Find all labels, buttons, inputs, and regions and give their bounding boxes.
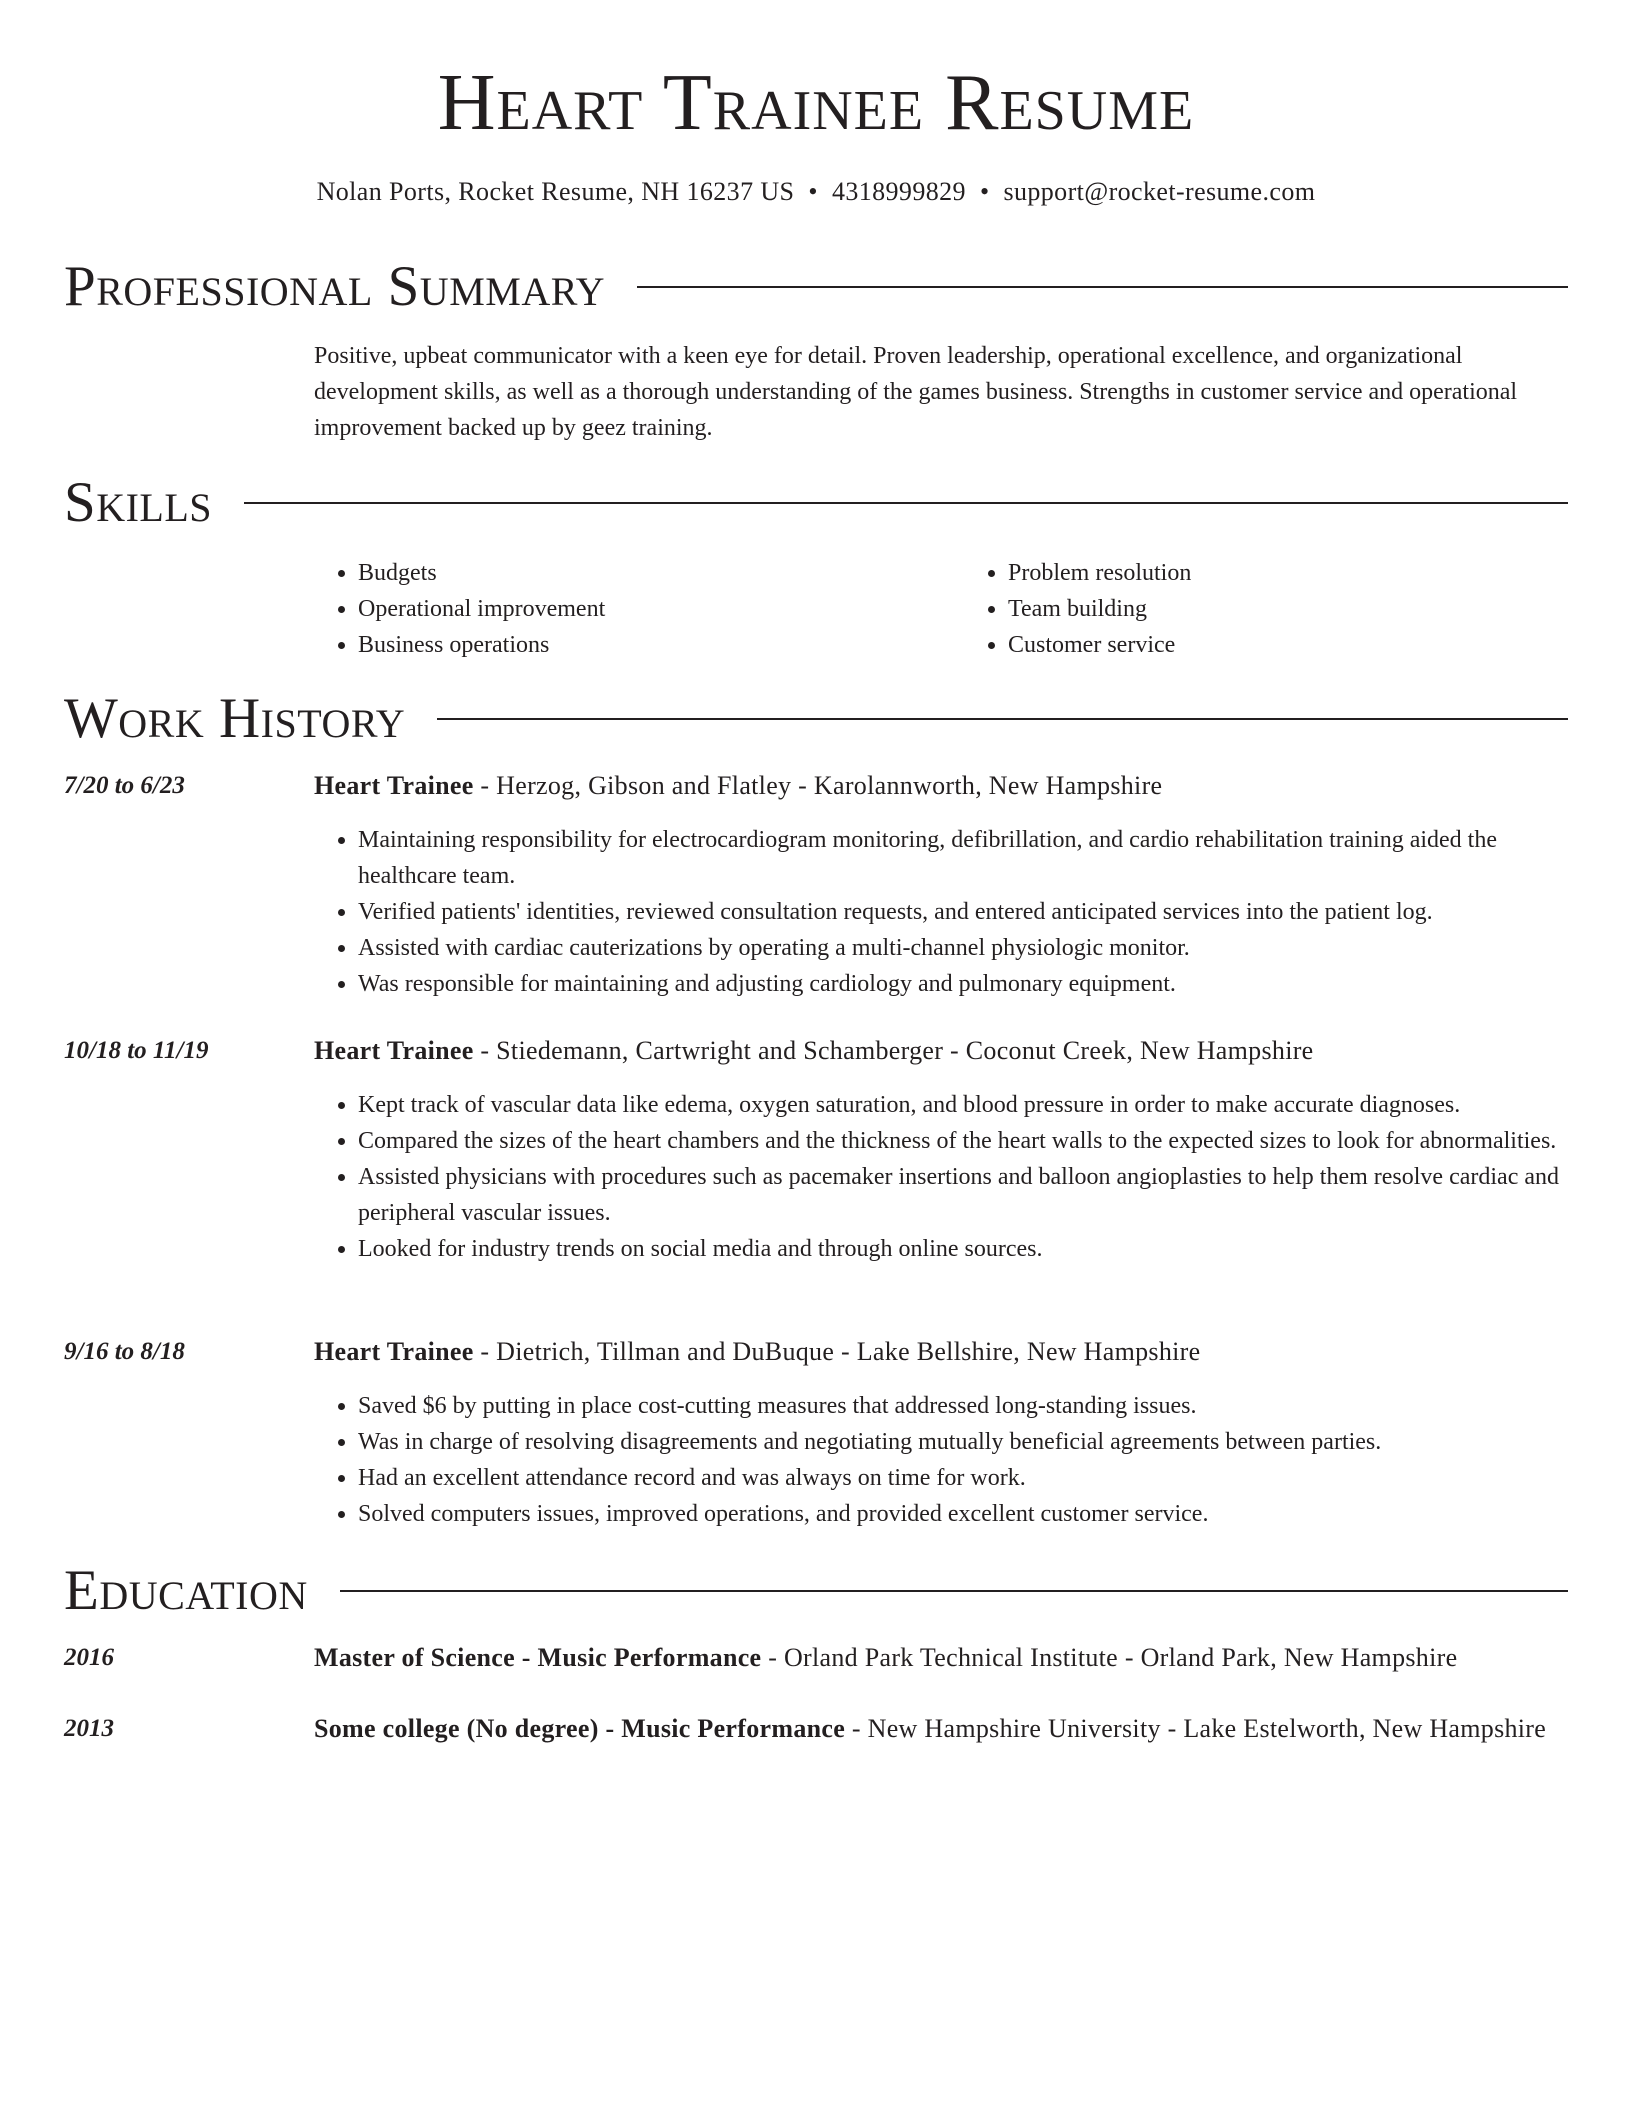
work-heading [314, 1033, 1570, 1069]
contact-email: support@rocket-resume.com [1003, 177, 1316, 206]
work-dates: 10/18 to 11/19 [64, 1037, 209, 1064]
section-divider [244, 502, 1568, 504]
work-heading [314, 768, 1570, 804]
education-heading [314, 1711, 1570, 1747]
skill-item: • Customer service [1008, 627, 1570, 663]
education-section-title: Education [64, 1559, 308, 1622]
job-employer: - Herzog, Gibson and Flatley - Karolannworth, New Hampshire [473, 771, 1163, 800]
skill-item: • Budgets [358, 555, 920, 591]
work-bullet: • Looked for industry trends on social media and through online sources. [358, 1231, 1570, 1267]
work-bullets [314, 1087, 1570, 1267]
education-year: 2013 [64, 1715, 114, 1742]
job-employer: - Stiedemann, Cartwright and Schamberger - Coconut Creek, New Hampshire [473, 1036, 1314, 1065]
contact-line [0, 176, 1632, 208]
work-bullet: • Was responsible for maintaining and adjusting cardiology and pulmonary equipment. [358, 966, 1570, 1002]
summary-section-header [64, 256, 1568, 318]
work-heading [314, 1334, 1570, 1370]
contact-address: Nolan Ports, Rocket Resume, NH 16237 US [316, 177, 795, 206]
work-section-header [64, 688, 1568, 750]
section-divider [637, 286, 1568, 288]
job-title: Heart Trainee [314, 1337, 474, 1366]
skill-item: • Problem resolution [1008, 555, 1570, 591]
skills-section-header [64, 472, 1568, 534]
skills-column-right [964, 555, 1570, 663]
resume-name: Heart Trainee Resume [437, 59, 1195, 147]
work-bullet: • Assisted physicians with procedures such as pacemaker insertions and balloon angioplasties to help them resolve cardiac and peripheral vascular issues. [358, 1159, 1570, 1231]
work-section-title: Work History [64, 687, 406, 750]
work-bullet: • Was in charge of resolving disagreements and negotiating mutually beneficial agreements between parties. [358, 1424, 1570, 1460]
work-dates: 7/20 to 6/23 [64, 772, 185, 799]
contact-phone: 4318999829 [831, 177, 966, 206]
skills-section-title: Skills [64, 471, 213, 534]
work-bullet: • Saved $6 by putting in place cost-cutting measures that addressed long-standing issues. [358, 1388, 1570, 1424]
skill-item: • Business operations [358, 627, 920, 663]
degree-title: Some college (No degree) - Music Performance [314, 1714, 846, 1743]
work-bullet: • Verified patients' identities, reviewed consultation requests, and entered anticipated services into the patient log. [358, 894, 1570, 930]
work-dates: 9/16 to 8/18 [64, 1338, 185, 1365]
work-bullet: • Kept track of vascular data like edema, oxygen saturation, and blood pressure in order to make accurate diagnoses. [358, 1087, 1570, 1123]
degree-title: Master of Science - Music Performance [314, 1643, 762, 1672]
skill-item: • Team building [1008, 591, 1570, 627]
job-title: Heart Trainee [314, 771, 474, 800]
education-section-header [64, 1560, 1568, 1622]
skill-item: • Operational improvement [358, 591, 920, 627]
work-bullet: • Assisted with cardiac cauterizations by operating a multi-channel physiologic monitor. [358, 930, 1570, 966]
contact-separator: • [979, 177, 990, 206]
education-heading [314, 1640, 1570, 1676]
skills-list [314, 555, 1570, 663]
education-year: 2016 [64, 1644, 114, 1671]
work-bullet: • Maintaining responsibility for electrocardiogram monitoring, defibrillation, and cardio rehabilitation training aided the healthcare team. [358, 822, 1570, 894]
work-bullet: • Solved computers issues, improved operations, and provided excellent customer service. [358, 1496, 1570, 1532]
work-bullet: • Compared the sizes of the heart chambers and the thickness of the heart walls to the expected sizes to look for abnormalities. [358, 1123, 1570, 1159]
skills-column-left [314, 555, 920, 663]
school-details: - Orland Park Technical Institute - Orland Park, New Hampshire [761, 1643, 1458, 1672]
summary-text: Positive, upbeat communicator with a keen eye for detail. Proven leadership, operational excellence, and organizational development skills, as well as a thorough understanding of the games business. Strengths in customer service and operational improvement backed up by geez training. [314, 343, 1518, 441]
section-divider [340, 1590, 1568, 1592]
job-employer: - Dietrich, Tillman and DuBuque - Lake Bellshire, New Hampshire [473, 1337, 1201, 1366]
work-bullets [314, 1388, 1570, 1532]
school-details: - New Hampshire University - Lake Estelworth, New Hampshire [845, 1714, 1547, 1743]
work-bullets [314, 822, 1570, 1002]
work-bullet: • Had an excellent attendance record and was always on time for work. [358, 1460, 1570, 1496]
summary-section-title: Professional Summary [64, 255, 606, 318]
section-divider [437, 718, 1568, 720]
job-title: Heart Trainee [314, 1036, 474, 1065]
contact-separator: • [808, 177, 818, 206]
